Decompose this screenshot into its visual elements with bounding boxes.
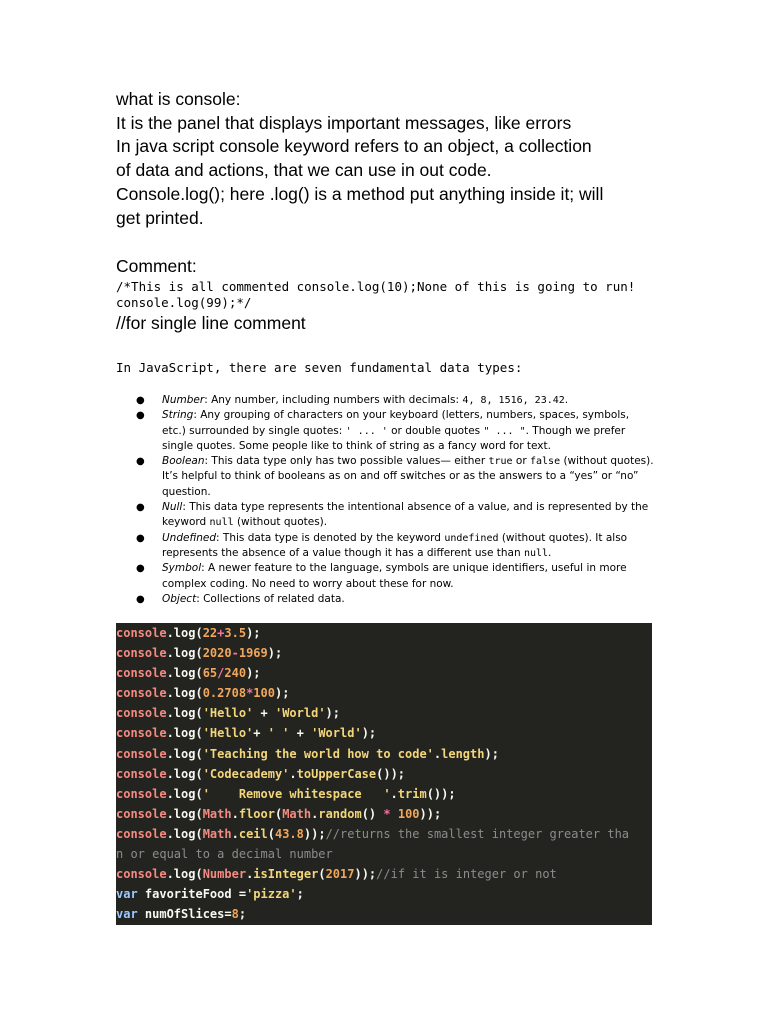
comment-heading: Comment: xyxy=(116,256,197,276)
code-token: 22 xyxy=(202,626,218,640)
inline-code: null xyxy=(523,547,549,559)
code-token: .log( xyxy=(166,786,203,801)
bullet-icon: ● xyxy=(136,502,145,514)
intro-line: get printed. xyxy=(116,207,204,228)
bullet-icon: ● xyxy=(136,410,145,422)
intro-line: of data and actions, that we can use in out code. xyxy=(116,160,492,181)
code-token: //returns the smallest integer greater tha xyxy=(325,826,630,841)
code-token: ' Remove whitespace ' xyxy=(202,786,391,801)
code-token: console xyxy=(116,867,167,882)
code-token: + xyxy=(217,626,225,640)
code-token: 0.2708 xyxy=(202,686,247,701)
code-token: console xyxy=(116,826,167,841)
code-token: console xyxy=(116,806,167,821)
code-token: 100 xyxy=(397,806,420,821)
data-type-term: Number xyxy=(162,394,205,406)
code-line xyxy=(116,844,652,864)
code-line xyxy=(116,723,652,743)
bullet-icon: ● xyxy=(136,395,145,406)
code-line xyxy=(116,744,652,764)
code-token: 2020 xyxy=(202,646,232,661)
data-type-description: (without quotes). xyxy=(233,516,328,529)
bullet-icon: ● xyxy=(136,456,145,468)
data-type-description: (without quotes). It’s helpful to think of booleans as on and off switches or as the answers to a “yes” or “no” question. xyxy=(162,455,654,498)
inline-code: false xyxy=(530,456,561,468)
bullet-icon: ● xyxy=(136,593,145,605)
single-line-comment: //for single line comment xyxy=(116,313,306,333)
bullet-icon: ● xyxy=(136,532,145,544)
code-token: )); xyxy=(354,867,377,882)
code-token: ()); xyxy=(376,766,406,781)
code-token: .log( xyxy=(166,666,203,681)
code-token: 'Hello' xyxy=(202,706,254,721)
code-token: / xyxy=(217,666,225,681)
code-token: )); xyxy=(303,826,326,841)
code-token: ; xyxy=(238,907,247,922)
inline-code: null xyxy=(209,517,234,529)
data-type-item xyxy=(136,500,656,531)
code-token: 2017 xyxy=(325,867,355,882)
code-token: + xyxy=(253,726,268,741)
data-type-description: : This data type represents the intentional absence of a value, and is represented by the keyword xyxy=(162,501,649,529)
data-type-description: . Though we prefer single quotes. Some people like to think of string as a fancy word for text. xyxy=(162,424,626,452)
code-token: () xyxy=(361,806,384,821)
code-token: 8 xyxy=(231,907,239,922)
data-type-description: : Collections of related data. xyxy=(196,592,345,605)
code-token: 3.5 xyxy=(224,626,247,640)
code-token: .log( xyxy=(166,726,203,741)
data-types-list xyxy=(136,393,656,607)
code-token: console xyxy=(116,726,167,741)
multiline-comment-line: /*This is all commented console.log(10);None of this is going to run! xyxy=(116,279,636,294)
data-type-term: Object xyxy=(162,592,197,605)
code-line xyxy=(116,784,652,804)
code-token: ); xyxy=(274,686,290,701)
code-token: 'World' xyxy=(311,726,362,741)
code-token: ( xyxy=(267,826,275,841)
code-token: ); xyxy=(246,666,261,681)
code-token: + xyxy=(289,726,312,741)
data-type-item xyxy=(136,531,656,562)
code-line xyxy=(116,643,652,663)
code-token: console xyxy=(116,646,167,661)
bullet-icon: ● xyxy=(136,563,145,575)
code-token: 'World' xyxy=(274,706,326,721)
inline-code: " ... " xyxy=(483,425,526,437)
code-token: Math xyxy=(202,826,232,841)
code-token: .log( xyxy=(166,626,203,640)
code-token: floor xyxy=(238,806,275,821)
data-type-description: . xyxy=(548,546,552,559)
code-token: .log( xyxy=(166,706,203,721)
code-token: console xyxy=(116,686,167,701)
inline-code: 4, 8, 1516, 23.42 xyxy=(462,395,565,406)
code-token: 'Teaching the world how to code' xyxy=(202,746,434,761)
code-line xyxy=(116,764,652,784)
code-token: ); xyxy=(361,726,377,741)
code-token: 1969 xyxy=(238,646,268,661)
code-token: 'Codecademy' xyxy=(202,766,290,781)
code-token: . xyxy=(246,867,254,882)
code-token: 'Hello' xyxy=(202,726,254,741)
code-token: isInteger xyxy=(253,867,319,882)
code-token: 100 xyxy=(253,686,275,701)
data-type-description: (without quotes). It also represents the absence of a value though it has a different use than xyxy=(162,531,628,559)
code-token: 43.8 xyxy=(274,826,304,841)
code-token: ' ' xyxy=(267,726,290,741)
code-line xyxy=(116,663,652,683)
code-token: 240 xyxy=(224,666,247,681)
code-line xyxy=(116,884,652,904)
code-token: . xyxy=(311,806,319,821)
code-token: favoriteFood = xyxy=(137,887,247,902)
code-token: n or equal to a decimal number xyxy=(116,847,333,862)
data-type-description: : Any grouping of characters on your keyboard (letters, numbers, spaces, symbols, etc.) surrounded by single quotes: xyxy=(162,409,630,437)
code-token: Math xyxy=(282,806,312,821)
code-line xyxy=(116,804,652,824)
code-line xyxy=(116,824,652,844)
data-types-intro: In JavaScript, there are seven fundamental data types: xyxy=(116,360,523,375)
intro-line: It is the panel that displays important messages, like errors xyxy=(116,112,572,133)
code-token: .log( xyxy=(166,867,203,882)
data-type-item xyxy=(136,454,656,500)
data-type-term: Symbol xyxy=(162,562,202,575)
code-token: .log( xyxy=(166,826,203,841)
console-intro xyxy=(116,88,603,230)
multiline-comment xyxy=(116,279,635,311)
code-token: .log( xyxy=(166,746,203,761)
code-token: .log( xyxy=(166,766,203,781)
data-type-description: : Any number, including numbers with decimals: xyxy=(204,394,463,406)
code-line xyxy=(116,864,652,884)
intro-line: In java script console keyword refers to an object, a collection xyxy=(116,136,592,157)
data-type-item xyxy=(136,592,656,607)
code-token: var xyxy=(116,887,138,902)
code-token: ; xyxy=(296,887,304,902)
data-type-term: String xyxy=(162,409,194,422)
code-token: ); xyxy=(325,706,340,721)
code-token: . xyxy=(231,826,239,841)
data-type-description: or double quotes xyxy=(387,424,484,437)
code-token: Number xyxy=(202,867,247,882)
code-token: random xyxy=(318,806,362,821)
inline-code: ' ... ' xyxy=(345,425,388,437)
code-token: console xyxy=(116,706,167,721)
code-token: )); xyxy=(419,806,442,821)
data-type-description: : A newer feature to the language, symbols are unique identifiers, useful in more complex coding. No need to worry about these for now. xyxy=(162,562,627,590)
code-token: . xyxy=(433,746,442,761)
code-token: .log( xyxy=(166,686,203,701)
code-token: console xyxy=(116,746,167,761)
code-line xyxy=(116,623,652,643)
data-type-term: Boolean xyxy=(162,455,205,468)
code-line xyxy=(116,904,652,924)
code-token: numOfSlices= xyxy=(137,907,232,922)
code-token: console xyxy=(116,666,167,681)
data-type-description: or xyxy=(512,455,530,468)
code-token: - xyxy=(231,646,239,661)
data-type-term: Null xyxy=(162,501,183,514)
data-type-item xyxy=(136,393,656,408)
code-token: ); xyxy=(246,626,261,640)
code-token: .log( xyxy=(166,806,203,821)
intro-line: Console.log(); here .log() is a method put anything inside it; will xyxy=(116,183,604,204)
code-token: console xyxy=(116,766,167,781)
code-token: ( xyxy=(274,806,283,821)
data-type-item xyxy=(136,561,656,592)
code-token: console xyxy=(116,626,167,640)
code-token: + xyxy=(253,706,275,721)
data-type-description: : This data type only has two possible values— either xyxy=(204,455,489,468)
code-line xyxy=(116,683,652,703)
data-type-description: : This data type is denoted by the keyword xyxy=(216,531,445,544)
code-token: . xyxy=(231,806,239,821)
code-token: ()); xyxy=(426,786,456,801)
code-token: toUpperCase xyxy=(296,766,377,781)
inline-code: true xyxy=(488,456,513,468)
code-token: 65 xyxy=(202,666,218,681)
code-token: var xyxy=(116,907,138,922)
code-token: ceil xyxy=(238,826,268,841)
code-token: Math xyxy=(202,806,232,821)
code-token: ( xyxy=(318,867,326,882)
code-token: length xyxy=(441,746,485,761)
code-token: . xyxy=(390,786,398,801)
data-type-item xyxy=(136,408,656,454)
code-token: . xyxy=(289,766,297,781)
data-type-description: . xyxy=(564,394,569,406)
code-token xyxy=(391,807,398,821)
code-token: 'pizza' xyxy=(246,887,297,902)
code-token: ); xyxy=(267,646,283,661)
code-token: * xyxy=(246,686,254,701)
code-token: .log( xyxy=(166,646,203,661)
code-token: trim xyxy=(397,786,427,801)
code-token: //if it is integer or not xyxy=(376,867,557,882)
inline-code: undefined xyxy=(444,532,499,544)
code-line xyxy=(116,703,652,723)
code-block xyxy=(116,623,652,925)
code-token: ); xyxy=(484,746,499,761)
data-type-term: Undefined xyxy=(162,531,217,544)
intro-line: what is console: xyxy=(116,89,241,109)
code-token: * xyxy=(383,806,391,821)
code-token: console xyxy=(116,786,167,801)
multiline-comment-line: console.log(99);*/ xyxy=(116,295,252,310)
